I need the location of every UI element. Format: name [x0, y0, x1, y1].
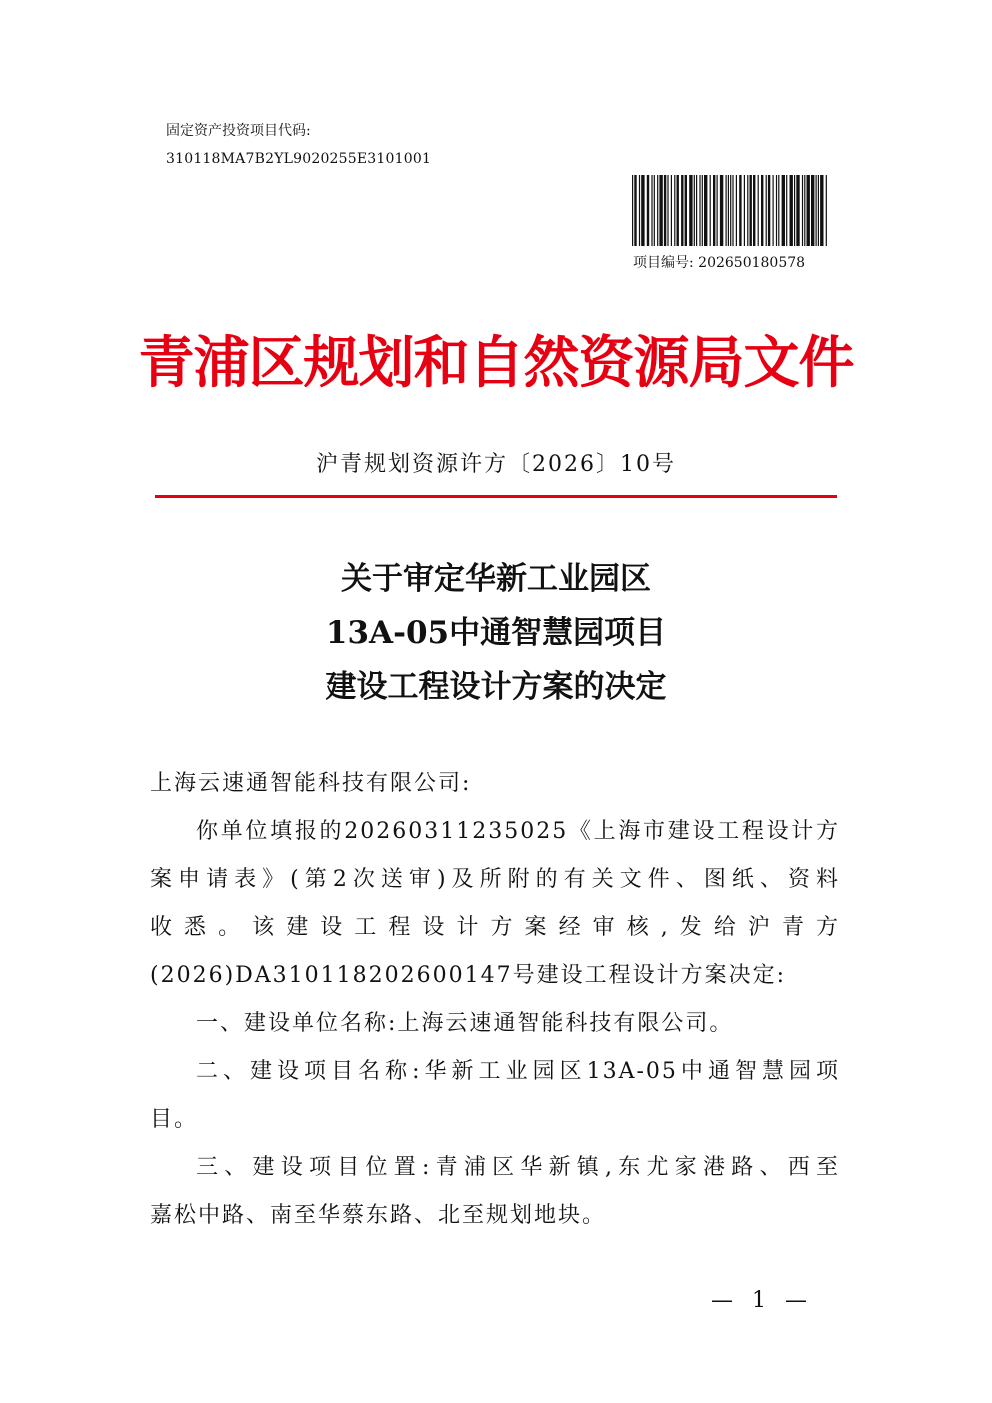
barcode-bar	[811, 175, 814, 246]
paragraph-1-line-2: 案申请表》(第2次送审)及所附的有关文件、图纸、资料	[150, 867, 840, 892]
subject-line-2: 13A-05中通智慧园项目	[325, 615, 667, 651]
barcode-bar	[681, 175, 683, 246]
barcode-bar	[632, 175, 633, 246]
barcode-bar	[657, 175, 658, 246]
item-3-line-2: 嘉松中路、南至华蔡东路、北至规划地块。	[150, 1203, 607, 1228]
addressee: 上海云速通智能科技有限公司:	[150, 771, 472, 796]
barcode-bar	[634, 175, 636, 246]
barcode-bar	[717, 175, 718, 246]
barcode-bar	[710, 175, 711, 246]
barcode	[632, 175, 828, 246]
paragraph-1-line-3: 收悉。该建设工程设计方案经审核,发给沪青方	[150, 915, 840, 940]
investment-code-label: 固定资产投资项目代码:	[166, 123, 311, 139]
barcode-bar	[702, 175, 703, 246]
subject-line-1: 关于审定华新工业园区	[341, 561, 651, 597]
barcode-bar	[699, 175, 700, 246]
barcode-bar	[739, 175, 741, 246]
barcode-bar	[736, 175, 737, 246]
barcode-bar	[807, 175, 810, 246]
barcode-bar	[816, 175, 817, 246]
barcode-bar	[782, 175, 785, 246]
barcode-bar	[651, 175, 652, 246]
barcode-bar	[720, 175, 723, 246]
barcode-bar	[773, 175, 774, 246]
barcode-bar	[804, 175, 805, 246]
item-3-line-1: 三、建设项目位置:青浦区华新镇,东尤家港路、西至	[196, 1155, 840, 1180]
barcode-bar	[726, 175, 727, 246]
item-1: 一、建设单位名称:上海云速通智能科技有限公司。	[196, 1011, 734, 1036]
barcode-bar	[685, 175, 687, 246]
barcode-bar	[761, 175, 763, 246]
barcode-bar	[768, 175, 770, 246]
barcode-bar	[713, 175, 715, 246]
subject-line-3: 建设工程设计方案的决定	[325, 669, 667, 705]
barcode-bar	[641, 175, 644, 246]
barcode-bar	[654, 175, 655, 246]
barcode-bar	[820, 175, 823, 246]
red-divider	[155, 495, 837, 498]
barcode-bar	[790, 175, 793, 246]
barcode-bar	[776, 175, 777, 246]
barcode-bar	[786, 175, 787, 246]
barcode-bar	[671, 175, 672, 246]
document-subject	[0, 552, 992, 714]
barcode-bar	[818, 175, 819, 246]
document-title: 青浦区规划和自然资源局文件	[138, 331, 854, 396]
barcode-bar	[694, 175, 695, 246]
barcode-bar	[826, 175, 827, 246]
barcode-bar	[667, 175, 668, 246]
barcode-bar	[802, 175, 803, 246]
document-number: 沪青规划资源许方〔2026〕10号	[316, 452, 676, 477]
barcode-bar	[639, 175, 640, 246]
barcode-bar	[696, 175, 697, 246]
barcode-bar	[796, 175, 799, 246]
paragraph-1-line-1: 你单位填报的20260311235025《上海市建设工程设计方	[196, 819, 840, 844]
barcode-bar	[758, 175, 759, 246]
barcode-bar	[794, 175, 795, 246]
item-2-line-2: 目。	[150, 1107, 199, 1132]
barcode-bar	[730, 175, 731, 246]
investment-code-value: 310118MA7B2YL9020255E3101001	[166, 151, 432, 167]
barcode-bar	[689, 175, 692, 246]
project-number: 项目编号: 202650180578	[633, 255, 806, 271]
barcode-bar	[778, 175, 779, 246]
barcode-bar	[659, 175, 662, 246]
barcode-bar	[677, 175, 679, 246]
barcode-bar	[647, 175, 649, 246]
barcode-bar	[766, 175, 767, 246]
barcode-bar	[747, 175, 748, 246]
barcode-bar	[732, 175, 733, 246]
barcode-bar	[674, 175, 675, 246]
barcode-bar	[704, 175, 707, 246]
page-number: — 1 —	[711, 1288, 813, 1313]
barcode-bar	[728, 175, 729, 246]
paragraph-1-line-4: (2026)DA310118202600147号建设工程设计方案决定:	[150, 963, 787, 988]
item-2-line-1: 二、建设项目名称:华新工业园区13A-05中通智慧园项	[196, 1059, 840, 1084]
barcode-bar	[750, 175, 752, 246]
barcode-bar	[664, 175, 666, 246]
barcode-bar	[753, 175, 755, 246]
barcode-bar	[744, 175, 745, 246]
